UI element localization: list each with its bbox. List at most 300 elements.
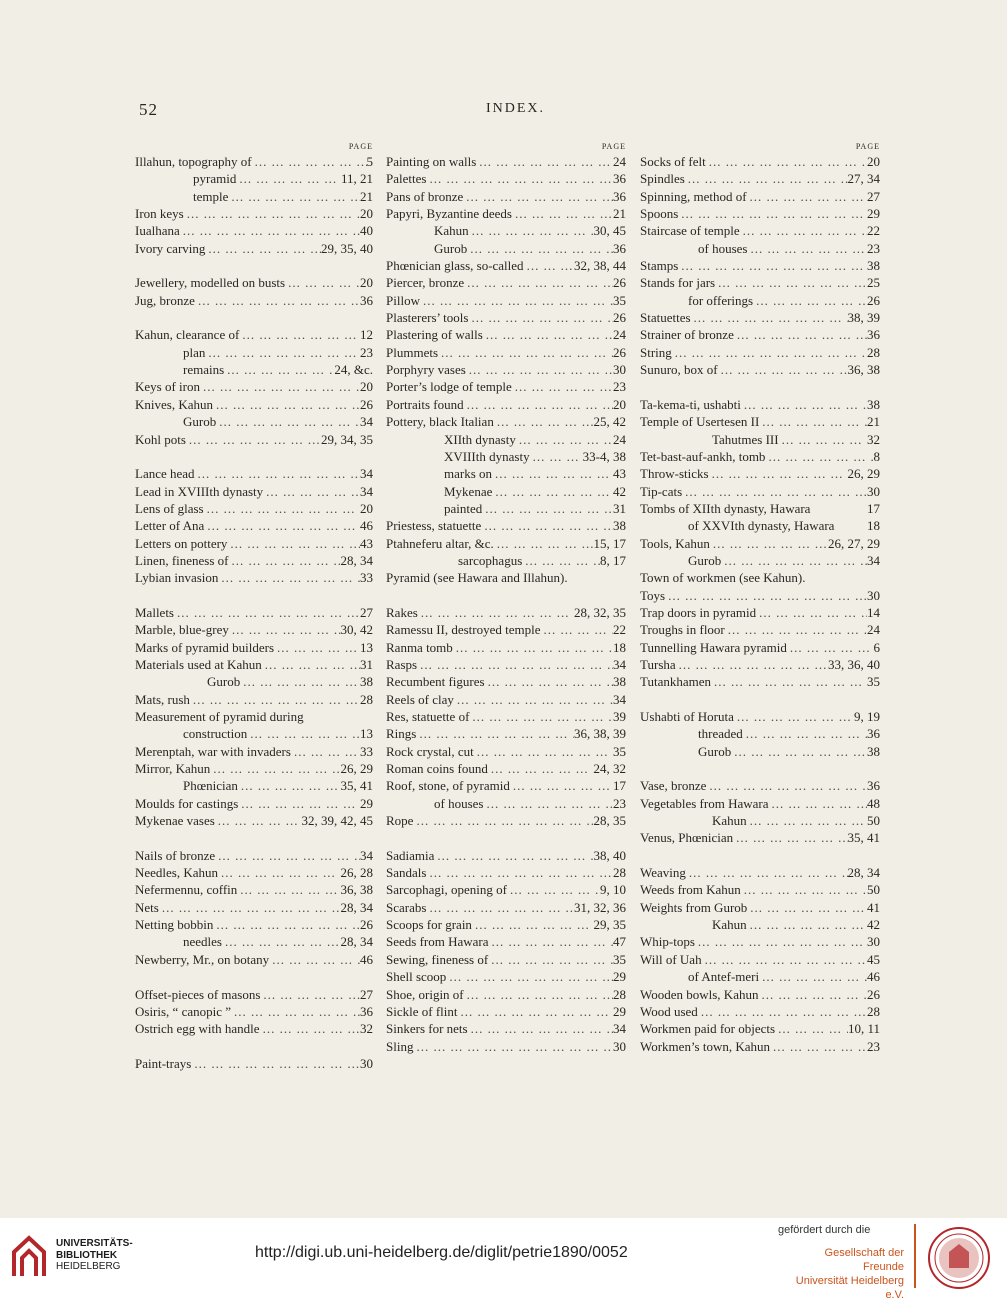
leader-dots bbox=[213, 396, 360, 413]
index-entry-pages: 35 bbox=[613, 951, 626, 967]
leader-dots bbox=[205, 344, 360, 361]
page-column-label: PAGE bbox=[601, 142, 626, 151]
index-entry-term: Nails of bronze bbox=[135, 847, 216, 863]
leader-dots bbox=[463, 188, 613, 205]
index-entry-pages: 27, 34 bbox=[847, 171, 880, 187]
index-entry bbox=[135, 153, 373, 170]
leader-dots bbox=[224, 361, 334, 378]
index-entry-term: Letter of Ana bbox=[135, 518, 205, 534]
index-entry-term: Keys of iron bbox=[135, 379, 200, 395]
leader-dots bbox=[467, 240, 613, 257]
index-entry bbox=[640, 170, 880, 187]
index-entry-term: Sickle of flint bbox=[386, 1003, 458, 1019]
index-entry bbox=[640, 899, 880, 916]
index-entry bbox=[135, 292, 373, 309]
index-entry-term: Troughs in floor bbox=[640, 622, 725, 638]
leader-dots bbox=[489, 933, 613, 950]
index-entry bbox=[640, 569, 880, 586]
index-entry-term: Gurob bbox=[698, 743, 732, 759]
index-entry-pages: 32 bbox=[360, 1021, 373, 1037]
index-entry-term: String bbox=[640, 344, 672, 360]
index-entry bbox=[640, 656, 880, 673]
leader-dots bbox=[721, 552, 867, 569]
index-entry-pages: 28 bbox=[867, 344, 880, 360]
library-logo-icon bbox=[10, 1232, 48, 1280]
index-entry-term: Marble, blue-grey bbox=[135, 622, 229, 638]
index-entry-term: Weaving bbox=[640, 865, 686, 881]
index-entry bbox=[386, 222, 626, 239]
index-entry-term: Lance head bbox=[135, 466, 195, 482]
leader-dots bbox=[466, 361, 613, 378]
index-entry-pages: 26 bbox=[867, 292, 880, 308]
index-entry-term: Plastering of walls bbox=[386, 327, 483, 343]
index-entry-term: Weeds from Kahun bbox=[640, 882, 741, 898]
leader-dots bbox=[740, 222, 867, 239]
leader-dots bbox=[184, 205, 360, 222]
leader-dots bbox=[228, 188, 360, 205]
index-entry bbox=[135, 483, 373, 500]
index-entry-pages: 20 bbox=[360, 379, 373, 395]
leader-dots bbox=[510, 777, 613, 794]
leader-dots bbox=[492, 465, 613, 482]
index-entry-pages: 21 bbox=[613, 206, 626, 222]
index-entry-pages: 20 bbox=[867, 154, 880, 169]
index-entry-term: remains bbox=[183, 362, 225, 378]
index-entry-term: Kahun bbox=[712, 813, 747, 829]
leader-dots bbox=[743, 725, 867, 742]
leader-dots bbox=[672, 344, 867, 361]
leader-dots bbox=[474, 743, 613, 760]
library-name-line1: UNIVERSITÄTS- bbox=[56, 1238, 133, 1249]
index-entry-term: Statuettes bbox=[640, 310, 691, 326]
leader-dots bbox=[678, 205, 867, 222]
index-entry-pages: 24 bbox=[867, 622, 880, 638]
index-entry bbox=[386, 535, 626, 552]
leader-dots bbox=[210, 760, 340, 777]
index-entry-term: Papyri, Byzantine deeds bbox=[386, 206, 512, 222]
index-entry bbox=[640, 708, 880, 725]
index-entry-pages: 36 bbox=[360, 1003, 373, 1019]
index-entry-term: pyramid bbox=[193, 171, 237, 187]
leader-dots bbox=[413, 1038, 613, 1055]
index-entry-pages: 13 bbox=[360, 639, 373, 655]
index-entry-pages: 29, 34, 35 bbox=[321, 431, 373, 447]
index-entry-term: Mykenae bbox=[444, 483, 493, 499]
index-entry-term: of houses bbox=[698, 240, 748, 256]
index-entry-term: Sewing, fineness of bbox=[386, 951, 489, 967]
index-entry-term: Sandals bbox=[386, 865, 427, 881]
index-entry-term: Scoops for grain bbox=[386, 917, 472, 933]
index-entry-term: Spinning, method of bbox=[640, 188, 747, 204]
index-entry-pages: 35, 41 bbox=[847, 830, 880, 846]
leader-dots bbox=[205, 240, 321, 257]
index-entry-term: Trap doors in pyramid bbox=[640, 604, 757, 620]
index-entry-term: Kahun bbox=[712, 917, 747, 933]
leader-dots bbox=[706, 777, 867, 794]
leader-dots bbox=[180, 222, 360, 239]
index-entry-pages: 43 bbox=[613, 466, 626, 482]
index-entry bbox=[640, 431, 880, 448]
leader-dots bbox=[787, 639, 874, 656]
index-entry bbox=[640, 639, 880, 656]
index-entry-term: Mirror, Kahun bbox=[135, 761, 211, 777]
leader-dots bbox=[195, 465, 360, 482]
leader-dots bbox=[468, 1020, 613, 1037]
index-entry-term: Rakes bbox=[386, 604, 418, 620]
index-entry-term: sarcophagus bbox=[458, 552, 523, 568]
index-entry bbox=[135, 222, 373, 239]
leader-dots bbox=[741, 396, 867, 413]
page-column-label: PAGE bbox=[855, 142, 880, 151]
index-entry-pages: 20 bbox=[613, 396, 626, 412]
index-entry-pages: 38 bbox=[867, 743, 880, 759]
index-entry-term: Rock crystal, cut bbox=[386, 743, 474, 759]
index-entry-pages: 38 bbox=[613, 674, 626, 690]
leader-dots bbox=[237, 881, 340, 898]
index-entry bbox=[640, 812, 880, 829]
index-entry-term: Gurob bbox=[183, 414, 217, 430]
index-entry bbox=[386, 240, 626, 257]
index-entry-term: Ranma tomb bbox=[386, 639, 453, 655]
index-entry bbox=[386, 604, 626, 621]
index-entry-term: temple bbox=[193, 188, 229, 204]
index-entry-pages: 30 bbox=[613, 362, 626, 378]
index-entry bbox=[386, 188, 626, 205]
index-entry-pages: 38 bbox=[613, 518, 626, 534]
index-entry-pages: 27 bbox=[867, 188, 880, 204]
index-entry bbox=[386, 691, 626, 708]
index-entry-pages: 15, 17 bbox=[593, 535, 626, 551]
index-entry-pages: 48 bbox=[867, 795, 880, 811]
index-entry-pages: 28, 35 bbox=[593, 813, 626, 829]
index-list bbox=[386, 153, 626, 1055]
index-entry-pages: 39 bbox=[613, 709, 626, 724]
index-entry bbox=[640, 881, 880, 898]
leader-dots bbox=[464, 986, 613, 1003]
index-entry-term: Linen, fineness of bbox=[135, 552, 229, 568]
index-entry-pages: 23 bbox=[867, 1038, 880, 1054]
index-entry-term: Illahun, topography of bbox=[135, 154, 252, 169]
index-entry bbox=[386, 153, 626, 170]
index-entry bbox=[386, 743, 626, 760]
index-entry bbox=[135, 743, 373, 760]
index-entry-term: Iron keys bbox=[135, 206, 184, 222]
index-entry-term: Stands for jars bbox=[640, 275, 716, 291]
index-entry-pages: 34 bbox=[360, 414, 373, 430]
society-name-line1: Gesellschaft der Freunde bbox=[824, 1247, 904, 1273]
index-entry-term: Tursha bbox=[640, 656, 676, 672]
index-entry bbox=[386, 656, 626, 673]
leader-dots bbox=[481, 517, 613, 534]
index-entry-term: Palettes bbox=[386, 171, 427, 187]
leader-dots bbox=[733, 829, 847, 846]
leader-dots bbox=[229, 552, 341, 569]
index-entry bbox=[135, 604, 373, 621]
index-entry-pages: 28, 32, 35 bbox=[574, 604, 626, 620]
index-entry bbox=[386, 378, 626, 395]
index-entry bbox=[135, 951, 373, 968]
index-entry-pages: 33 bbox=[360, 743, 373, 759]
index-entry-pages: 26 bbox=[613, 310, 626, 326]
index-entry-term: Sinkers for nets bbox=[386, 1021, 468, 1037]
leader-dots bbox=[238, 777, 341, 794]
index-entry bbox=[386, 465, 626, 482]
index-entry-pages: 8 bbox=[873, 448, 880, 464]
leader-dots bbox=[522, 552, 600, 569]
index-entry-pages: 46 bbox=[360, 951, 373, 967]
leader-dots bbox=[756, 604, 867, 621]
index-entry-pages: 14 bbox=[867, 604, 880, 620]
index-entry-term: XIIth dynasty bbox=[444, 431, 516, 447]
index-entry-term: Spindles bbox=[640, 171, 685, 187]
leader-dots bbox=[252, 153, 367, 170]
index-entry bbox=[135, 708, 373, 725]
leader-dots bbox=[482, 500, 613, 517]
index-entry bbox=[135, 1020, 373, 1037]
index-entry-pages: 50 bbox=[867, 882, 880, 898]
index-entry-pages: 33-4, 38 bbox=[582, 448, 626, 464]
leader-dots bbox=[469, 222, 594, 239]
library-name-line2: BIBLIOTHEK bbox=[56, 1249, 118, 1261]
index-entry-term: XVIIIth dynasty bbox=[444, 448, 530, 464]
leader-dots bbox=[747, 916, 867, 933]
index-entry bbox=[135, 673, 373, 690]
index-entry-term: Paint-trays bbox=[135, 1055, 192, 1071]
index-entry bbox=[386, 448, 626, 465]
index-entry bbox=[135, 569, 373, 586]
index-entry-pages: 30 bbox=[867, 483, 880, 499]
leader-dots bbox=[247, 725, 360, 742]
leader-dots bbox=[186, 431, 321, 448]
index-entry-term: Will of Uah bbox=[640, 951, 702, 967]
index-entry-term: Spoons bbox=[640, 206, 679, 222]
index-entry bbox=[386, 795, 626, 812]
index-entry-term: Phœnician bbox=[183, 778, 238, 794]
index-entry bbox=[386, 933, 626, 950]
index-entry-pages: 20 bbox=[360, 275, 373, 291]
index-entry bbox=[135, 864, 373, 881]
index-entry-pages: 36 bbox=[613, 188, 626, 204]
index-entry bbox=[640, 292, 880, 309]
leader-dots bbox=[775, 1020, 848, 1037]
leader-dots bbox=[711, 673, 867, 690]
index-entry-pages: 34 bbox=[613, 691, 626, 707]
index-entry-pages: 17 bbox=[613, 778, 626, 794]
index-entry-term: Reels of clay bbox=[386, 691, 454, 707]
index-entry bbox=[135, 500, 373, 517]
leader-dots bbox=[483, 795, 613, 812]
index-entry-pages: 47 bbox=[613, 934, 626, 950]
leader-dots bbox=[434, 847, 593, 864]
index-entry-term: Stamps bbox=[640, 258, 679, 274]
index-entry-term: Iualhana bbox=[135, 223, 180, 239]
leader-dots bbox=[710, 535, 828, 552]
index-entry bbox=[386, 413, 626, 430]
index-entry bbox=[135, 413, 373, 430]
index-entry-pages: 28 bbox=[867, 1003, 880, 1019]
index-entry-pages: 32, 39, 42, 45 bbox=[301, 813, 373, 829]
page-column-label: PAGE bbox=[348, 142, 373, 151]
leader-dots bbox=[464, 396, 613, 413]
index-entry bbox=[386, 500, 626, 517]
index-entry bbox=[135, 396, 373, 413]
index-entry-pages: 34 bbox=[360, 847, 373, 863]
index-entry-term: Plummets bbox=[386, 344, 439, 360]
index-entry-term: for offerings bbox=[688, 292, 754, 308]
leader-dots bbox=[469, 708, 613, 725]
index-entry-pages: 34 bbox=[613, 1021, 626, 1037]
leader-dots bbox=[530, 448, 583, 465]
index-entry bbox=[640, 916, 880, 933]
leader-dots bbox=[174, 604, 360, 621]
index-entry bbox=[135, 205, 373, 222]
index-entry-term: Materials used at Kahun bbox=[135, 656, 262, 672]
index-entry-pages: 18 bbox=[867, 518, 880, 534]
index-entry-pages: 23 bbox=[613, 379, 626, 395]
index-entry bbox=[135, 777, 373, 794]
leader-dots bbox=[472, 916, 594, 933]
index-entry-pages: 17 bbox=[867, 500, 880, 516]
index-entry-term: Seeds from Hawara bbox=[386, 934, 489, 950]
index-entry-term: Whip-tops bbox=[640, 934, 695, 950]
index-entry bbox=[640, 396, 880, 413]
leader-dots bbox=[706, 153, 867, 170]
index-entry-term: Kahun, clearance of bbox=[135, 327, 240, 343]
index-entry-pages: 29 bbox=[613, 1003, 626, 1019]
index-entry-pages: 12 bbox=[360, 327, 373, 343]
index-entry bbox=[640, 725, 880, 742]
index-entry bbox=[386, 170, 626, 187]
index-entry-pages: 42 bbox=[613, 483, 626, 499]
index-entry bbox=[386, 517, 626, 534]
index-entry bbox=[135, 552, 373, 569]
index-entry-pages: 28, 34 bbox=[340, 899, 373, 915]
index-entry-pages: 46 bbox=[867, 969, 880, 985]
index-entry bbox=[640, 274, 880, 291]
index-entry-pages: 28, 34 bbox=[340, 552, 373, 568]
index-entry-pages: 28 bbox=[360, 691, 373, 707]
leader-dots bbox=[418, 604, 574, 621]
index-entry-term: Weights from Gurob bbox=[640, 899, 748, 915]
leader-dots bbox=[759, 968, 867, 985]
index-entry-pages: 20 bbox=[360, 500, 373, 516]
index-entry-term: Ta-kema-ti, ushabti bbox=[640, 396, 741, 412]
index-entry-term: Workmen’s town, Kahun bbox=[640, 1038, 771, 1054]
leader-dots bbox=[204, 500, 360, 517]
page-title: INDEX. bbox=[486, 101, 546, 116]
index-column-2 bbox=[386, 140, 626, 1055]
index-entry-term: Portraits found bbox=[386, 396, 464, 412]
index-entry-term: Rings bbox=[386, 726, 417, 742]
leader-dots bbox=[190, 691, 360, 708]
index-entry bbox=[386, 309, 626, 326]
index-entry-pages: 26 bbox=[867, 986, 880, 1002]
leader-dots bbox=[747, 240, 867, 257]
index-entry-term: Kahun bbox=[434, 223, 469, 239]
leader-dots bbox=[417, 656, 613, 673]
index-entry bbox=[640, 951, 880, 968]
leader-dots bbox=[734, 326, 867, 343]
leader-dots bbox=[507, 881, 600, 898]
leader-dots bbox=[191, 1055, 360, 1072]
index-entry bbox=[640, 500, 880, 517]
index-entry bbox=[135, 847, 373, 864]
index-entry bbox=[640, 795, 880, 812]
index-entry-term: Nefermennu, coffin bbox=[135, 882, 238, 898]
index-entry-term: Kohl pots bbox=[135, 431, 186, 447]
index-entry bbox=[640, 309, 880, 326]
leader-dots bbox=[682, 483, 867, 500]
index-entry bbox=[135, 621, 373, 638]
index-entry-pages: 27 bbox=[360, 986, 373, 1002]
index-entry-term: Scarabs bbox=[386, 899, 427, 915]
leader-dots bbox=[239, 326, 360, 343]
index-entry bbox=[640, 587, 880, 604]
permalink-url[interactable]: http://digi.ub.uni-heidelberg.de/diglit/petrie1890/0052 bbox=[255, 1244, 628, 1261]
index-entry-term: Tahutmes III bbox=[712, 431, 779, 447]
index-list bbox=[135, 153, 373, 1072]
index-entry bbox=[386, 621, 626, 638]
index-entry-pages: 20 bbox=[360, 206, 373, 222]
index-entry-term: Rasps bbox=[386, 656, 418, 672]
index-entry bbox=[386, 1003, 626, 1020]
index-entry bbox=[135, 326, 373, 343]
index-entry bbox=[640, 257, 880, 274]
leader-dots bbox=[718, 361, 848, 378]
leader-dots bbox=[218, 569, 360, 586]
index-entry bbox=[135, 431, 373, 448]
leader-dots bbox=[779, 431, 867, 448]
index-entry-term: Plasterers’ tools bbox=[386, 310, 469, 326]
index-entry bbox=[640, 222, 880, 239]
index-entry bbox=[386, 725, 626, 742]
index-entry-term: Piercer, bronze bbox=[386, 275, 465, 291]
index-entry bbox=[135, 535, 373, 552]
index-entry-term: Tutankhamen bbox=[640, 674, 712, 690]
index-entry-pages: 29 bbox=[867, 206, 880, 222]
index-entry-pages: 34 bbox=[613, 656, 626, 672]
index-entry-pages: 29, 35, 40 bbox=[321, 240, 373, 256]
leader-dots bbox=[685, 170, 848, 187]
index-entry-pages: 6 bbox=[873, 639, 880, 655]
index-entry-pages: 36 bbox=[867, 778, 880, 794]
index-entry bbox=[640, 205, 880, 222]
index-entry-pages: 18 bbox=[613, 639, 626, 655]
leader-dots bbox=[709, 465, 848, 482]
index-entry-term: Needles, Kahun bbox=[135, 865, 219, 881]
index-entry-term: Tet-bast-auf-ankh, tomb bbox=[640, 448, 766, 464]
index-entry-term: Sadiamia bbox=[386, 847, 435, 863]
leader-dots bbox=[291, 743, 360, 760]
index-entry-pages: 33, 36, 40 bbox=[828, 656, 880, 672]
index-entry bbox=[135, 986, 373, 1003]
leader-dots bbox=[240, 673, 360, 690]
index-entry-pages: 21 bbox=[360, 188, 373, 204]
leader-dots bbox=[438, 344, 613, 361]
index-entry bbox=[386, 274, 626, 291]
index-entry-term: Sunuro, box of bbox=[640, 362, 718, 378]
index-entry-pages: 36 bbox=[613, 171, 626, 187]
leader-dots bbox=[488, 760, 594, 777]
index-entry-term: Sling bbox=[386, 1038, 414, 1054]
index-entry-pages: 27 bbox=[360, 604, 373, 620]
index-entry bbox=[640, 829, 880, 846]
index-entry bbox=[640, 517, 880, 534]
index-entry bbox=[386, 708, 626, 725]
leader-dots bbox=[483, 326, 613, 343]
index-entry bbox=[135, 656, 373, 673]
index-entry bbox=[386, 864, 626, 881]
